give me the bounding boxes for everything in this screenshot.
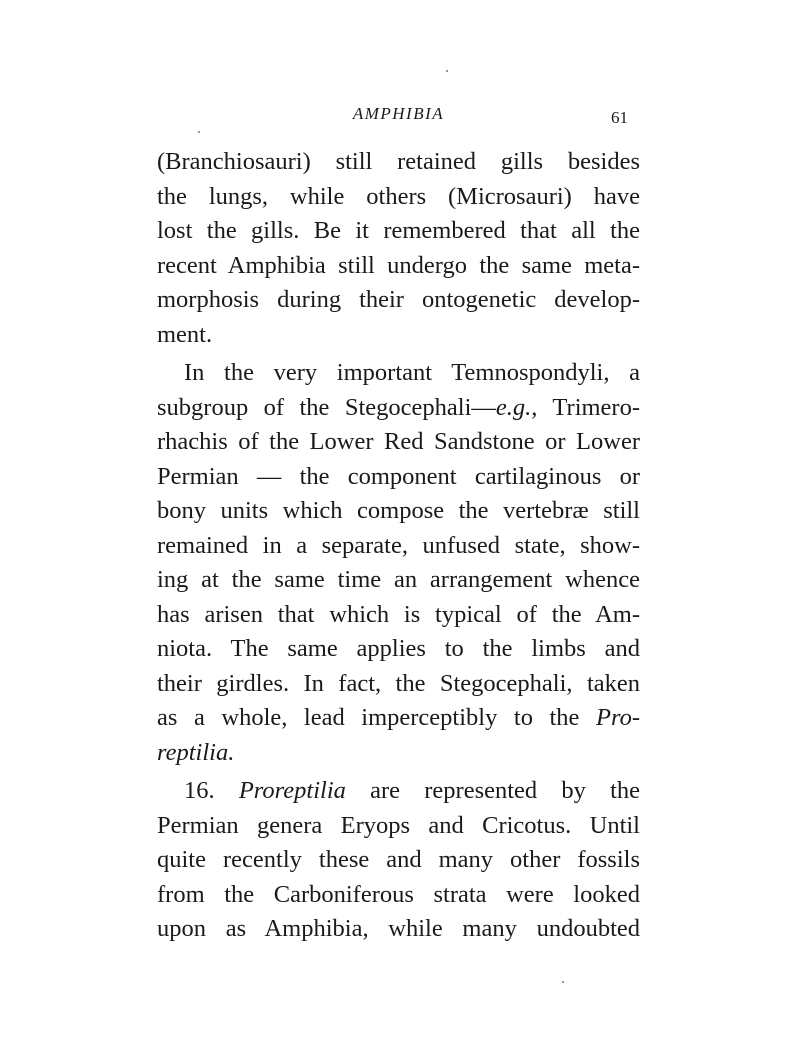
text-run: , Trimero- (531, 393, 640, 421)
text-line: remained in a separate, unfused state, show- (157, 531, 640, 559)
text-line: the lungs, while others (Microsauri) have (157, 182, 640, 210)
text-line (157, 774, 640, 809)
running-head (157, 104, 640, 132)
text-line: ing at the same time an arrangement whence (157, 566, 640, 593)
text-line (157, 701, 640, 736)
text-line: niota. The same applies to the limbs and (157, 635, 640, 662)
body-text (157, 145, 640, 947)
page-number: 61 (611, 108, 628, 127)
print-speck (446, 70, 448, 72)
running-title: AMPHIBIA (352, 104, 445, 123)
text-line: lost the gills. Be it remembered that all the (157, 217, 640, 244)
text-line (157, 391, 640, 426)
text-line: ment. (157, 320, 213, 348)
text-line: reptilia. (157, 738, 235, 766)
text-run-italic: Pro- (596, 704, 640, 731)
text-line: (Branchiosauri) still retained gills besides (157, 148, 640, 175)
text-line: Permian — the component cartilaginous or (157, 462, 640, 490)
text-line: upon as Amphibia, while many undoubted (157, 915, 640, 942)
text-line: has arisen that which is typical of the Am- (157, 600, 640, 628)
text-run-italic: Proreptilia (238, 777, 346, 804)
text-run: subgroup of the Stegocephali— (157, 393, 496, 421)
text-run-italic: e.g. (495, 393, 532, 421)
text-line: recent Amphibia still undergo the same meta- (157, 251, 640, 279)
text-line: rhachis of the Lower Red Sandstone or Lower (157, 428, 640, 455)
text-line: Permian genera Eryops and Cricotus. Until (157, 811, 640, 839)
print-speck (562, 981, 564, 983)
text-line: bony units which compose the vertebræ still (157, 497, 640, 524)
text-line: their girdles. In fact, the Stegocephali, taken (157, 669, 640, 697)
text-line: from the Carboniferous strata were looked (157, 880, 640, 908)
text-line: In the very important Temnospondyli, a (184, 359, 640, 386)
text-line: quite recently these and many other fossils (157, 846, 640, 873)
text-run: are represented by the (345, 777, 641, 804)
text-line: morphosis during their ontogenetic develop- (157, 286, 640, 313)
section-number: 16. (184, 777, 239, 804)
text-run: as a whole, lead imperceptibly to the (157, 704, 580, 731)
